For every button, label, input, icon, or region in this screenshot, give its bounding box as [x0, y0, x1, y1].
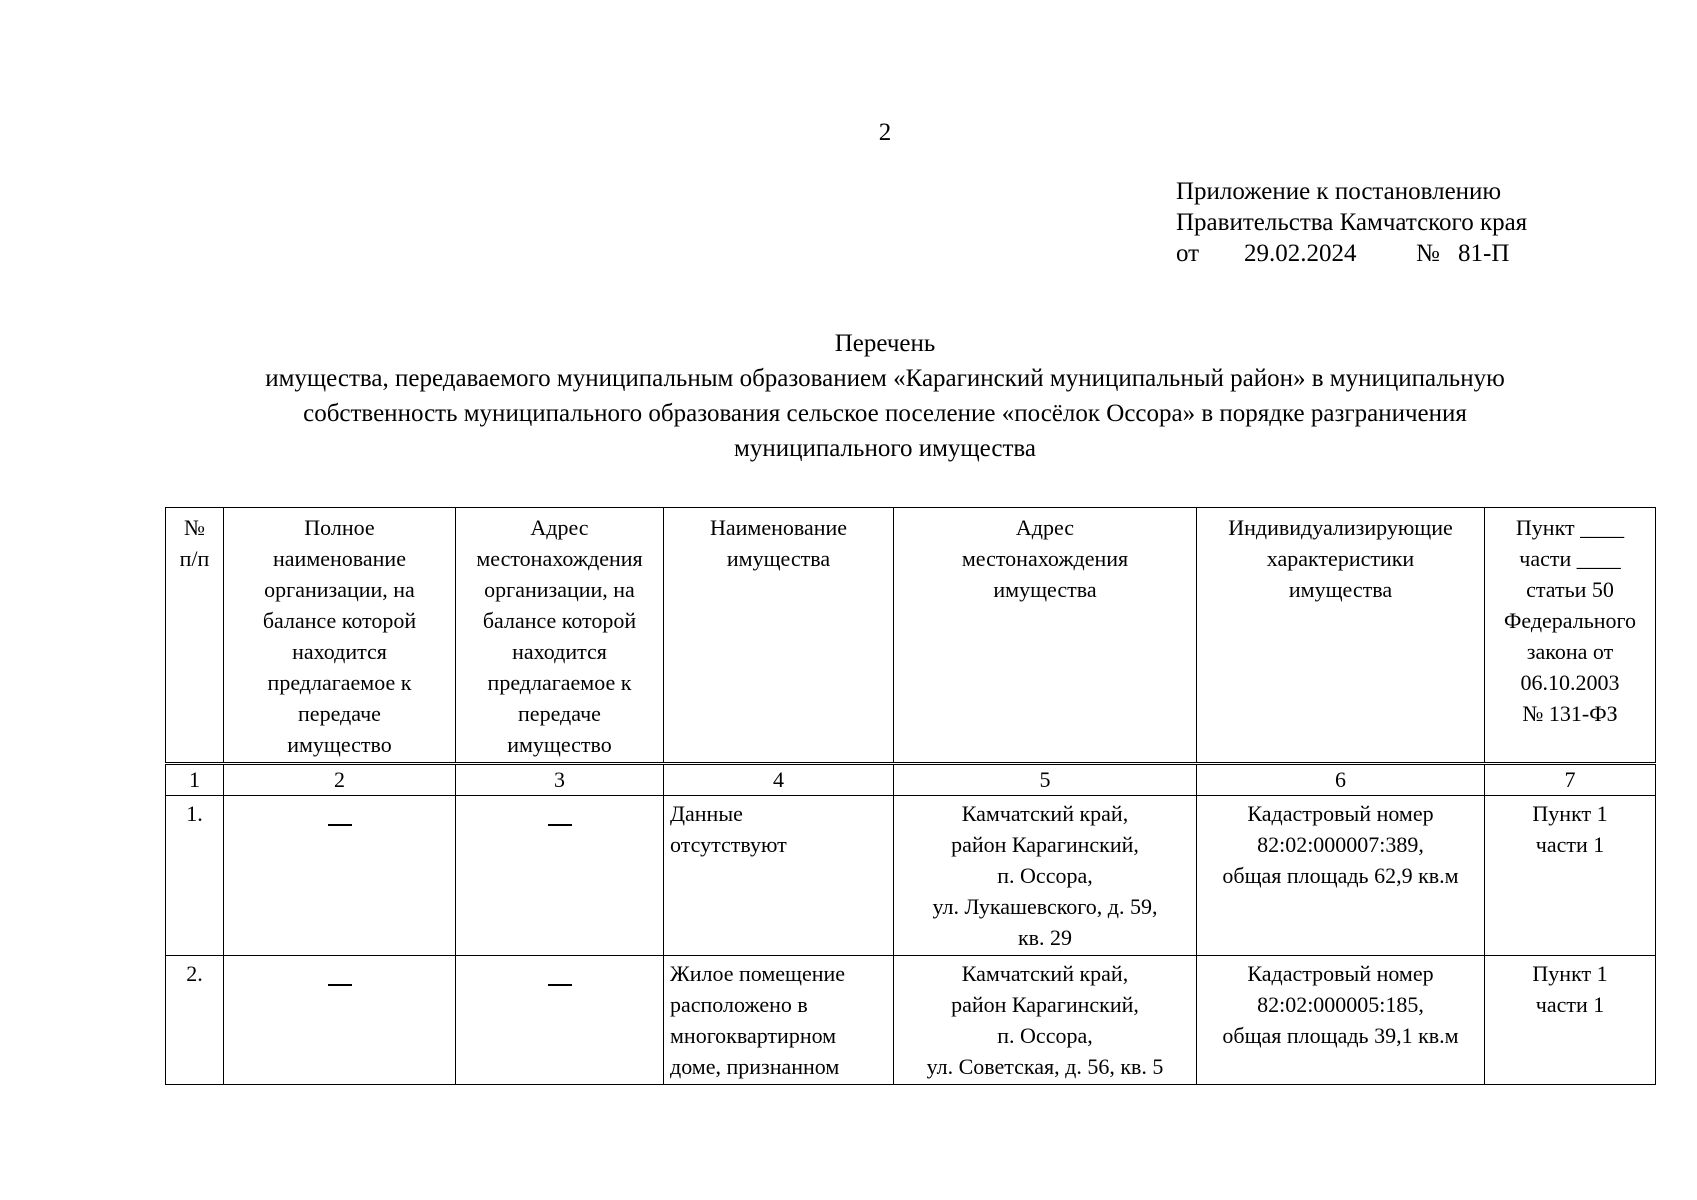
column-number-row [166, 764, 1656, 796]
header-line: Полное [304, 515, 375, 540]
cell-line: Кадастровый номер [1247, 801, 1434, 826]
header-line: части ____ [1519, 546, 1621, 571]
header-line: наименование [273, 546, 406, 571]
column-number: 4 [664, 764, 894, 796]
property-name-cell [664, 956, 894, 1085]
property-table [165, 507, 1656, 1085]
dash-mark [328, 824, 352, 826]
header-line: организации, на [264, 577, 415, 602]
cell-line: общая площадь 39,1 кв.м [1222, 1023, 1459, 1048]
number-prefix: № [1416, 240, 1440, 267]
document-date: 29.02.2024 [1244, 240, 1357, 267]
cell-line: Данные [670, 801, 743, 826]
row-number: 1. [166, 796, 224, 956]
header-line: Адрес [1015, 515, 1075, 540]
header-line: статьи 50 [1526, 577, 1614, 602]
heading-title: Перечень [834, 330, 936, 357]
header-line: балансе которой [262, 608, 417, 633]
header-line: балансе которой [482, 608, 637, 633]
org-name-cell [224, 956, 456, 1085]
cell-line: доме, признанном [670, 1054, 840, 1079]
cell-line: Жилое помещение [670, 961, 846, 986]
header-line: находится [512, 639, 607, 664]
law-item-cell [1485, 796, 1656, 956]
characteristics-cell [1197, 956, 1485, 1085]
org-address-cell [456, 956, 664, 1085]
property-address-cell [894, 796, 1197, 956]
cell-line: общая площадь 62,9 кв.м [1222, 863, 1459, 888]
cell-line: отсутствуют [670, 832, 787, 857]
cell-line: п. Оссора, [997, 863, 1093, 888]
date-prefix: от [1176, 240, 1200, 267]
org-name-cell [224, 796, 456, 956]
header-line: организации, на [484, 577, 635, 602]
appendix-line-1: Приложение к постановлению [1176, 178, 1502, 205]
cell-line: 82:02:000005:185, [1257, 992, 1424, 1017]
cell-line: расположено в [670, 992, 808, 1017]
header-line: № 131-ФЗ [1522, 701, 1618, 726]
header-line: Наименование [709, 515, 848, 540]
header-line: местонахождения [476, 546, 643, 571]
header-line: имущество [507, 732, 612, 757]
header-line: имущества [993, 577, 1097, 602]
column-number: 6 [1197, 764, 1485, 796]
table-row [166, 796, 1656, 956]
header-cell [224, 508, 456, 764]
dash-mark [548, 984, 572, 986]
column-number: 5 [894, 764, 1197, 796]
law-item-cell [1485, 956, 1656, 1085]
cell-line: район Карагинский, [951, 992, 1139, 1017]
header-line: характеристики [1266, 546, 1415, 571]
org-address-cell [456, 796, 664, 956]
property-name-cell [664, 796, 894, 956]
cell-line: Пункт 1 [1532, 801, 1608, 826]
header-cell [166, 508, 224, 764]
document-number: 81-П [1458, 240, 1510, 267]
cell-line: части 1 [1535, 832, 1605, 857]
dash-mark [548, 824, 572, 826]
characteristics-cell [1197, 796, 1485, 956]
header-line: п/п [179, 546, 210, 571]
header-line: передаче [298, 701, 381, 726]
dash-mark [328, 984, 352, 986]
header-line: Федерального [1503, 608, 1637, 633]
header-line: № [184, 515, 205, 540]
heading-line-1: имущества, передаваемого муниципальным образованием «Карагинский муниципальный район» в муниципальную [265, 365, 1505, 392]
header-line: 06.10.2003 [1520, 670, 1620, 695]
header-line: Индивидуализирующие [1228, 515, 1453, 540]
header-cell [456, 508, 664, 764]
cell-line: ул. Советская, д. 56, кв. 5 [926, 1054, 1164, 1079]
header-line: предлагаемое к [487, 670, 632, 695]
property-address-cell [894, 956, 1197, 1085]
header-line: закона от [1526, 639, 1614, 664]
header-line: находится [292, 639, 387, 664]
column-number: 2 [224, 764, 456, 796]
heading-line-3: муниципального имущества [734, 435, 1036, 462]
header-cell [664, 508, 894, 764]
cell-line: части 1 [1535, 992, 1605, 1017]
cell-line: ул. Лукашевского, д. 59, [932, 894, 1158, 919]
header-line: Пункт ____ [1515, 515, 1625, 540]
row-number: 2. [166, 956, 224, 1085]
header-cell [894, 508, 1197, 764]
header-cell [1197, 508, 1485, 764]
header-line: предлагаемое к [267, 670, 412, 695]
appendix-line-2: Правительства Камчатского края [1176, 209, 1528, 236]
header-line: местонахождения [961, 546, 1129, 571]
column-number: 7 [1485, 764, 1656, 796]
appendix-date-line [1176, 238, 1527, 269]
header-line: имущества [726, 546, 831, 571]
header-line: Адрес [530, 515, 589, 540]
cell-line: 82:02:000007:389, [1257, 832, 1424, 857]
table-row [166, 956, 1656, 1085]
cell-line: Камчатский край, [961, 961, 1129, 986]
cell-line: Камчатский край, [961, 801, 1129, 826]
header-line: передаче [518, 701, 601, 726]
cell-line: п. Оссора, [997, 1023, 1093, 1048]
header-cell [1485, 508, 1656, 764]
column-number: 3 [456, 764, 664, 796]
appendix-block [1176, 176, 1527, 269]
cell-line: район Карагинский, [951, 832, 1139, 857]
cell-line: многоквартирном [670, 1023, 837, 1048]
page-number: 2 [878, 119, 892, 146]
heading-line-2: собственность муниципального образования сельское поселение «посёлок Оссора» в порядке разграничения [303, 400, 1467, 427]
table-header-row [166, 508, 1656, 764]
cell-line: Пункт 1 [1532, 961, 1608, 986]
header-line: имущество [287, 732, 392, 757]
column-number: 1 [166, 764, 224, 796]
header-line: имущества [1288, 577, 1393, 602]
cell-line: Кадастровый номер [1247, 961, 1434, 986]
cell-line: кв. 29 [1017, 925, 1073, 950]
document-heading [140, 326, 1630, 466]
